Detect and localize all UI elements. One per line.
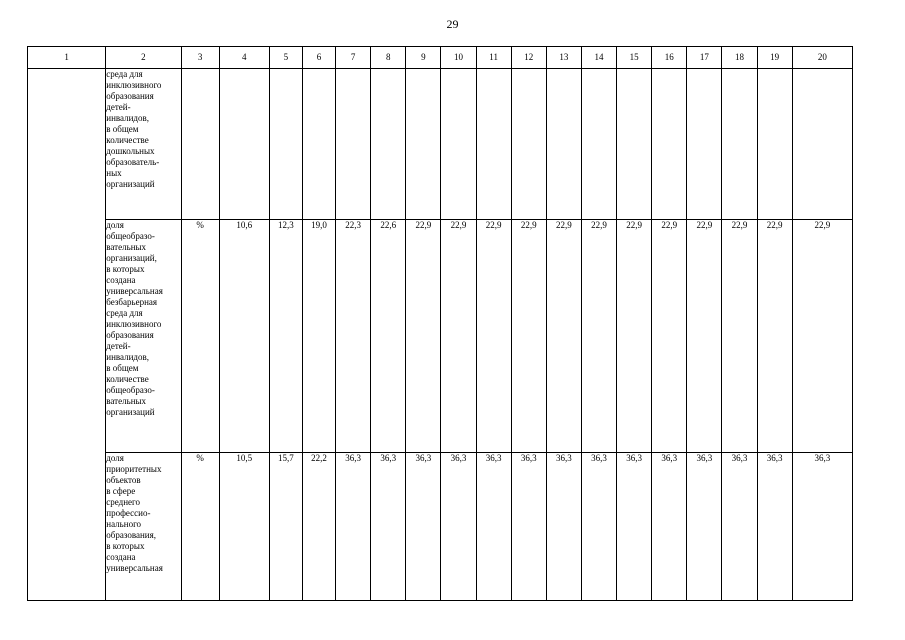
value-cell: 10,6: [219, 220, 269, 453]
indicator-name-line: среда для: [106, 308, 143, 318]
value-cell: 22,9: [652, 220, 687, 453]
indicator-name-line: инвалидов,: [106, 352, 150, 362]
column-header: 16: [652, 47, 687, 69]
indicator-name-line: в общем: [106, 124, 139, 134]
merged-number-cell: [28, 69, 106, 601]
column-header: 20: [792, 47, 852, 69]
indicator-name-line: детей-: [106, 102, 131, 112]
value-cell: 22,3: [336, 220, 371, 453]
table-row: [28, 69, 853, 220]
value-cell: 36,3: [792, 453, 852, 601]
value-cell: [269, 69, 302, 220]
value-cell: 22,9: [617, 220, 652, 453]
indicator-name-cell: [106, 453, 181, 601]
indicator-name-line: образования: [106, 330, 154, 340]
value-cell: 22,9: [546, 220, 581, 453]
indicator-name-line: среднего: [106, 497, 141, 507]
indicator-name-line: профессио-: [106, 508, 151, 518]
indicator-name-line: приоритетных: [106, 464, 162, 474]
header-row: [28, 47, 853, 69]
value-cell: 12,3: [269, 220, 302, 453]
value-cell: 15,7: [269, 453, 302, 601]
value-cell: 36,3: [652, 453, 687, 601]
indicator-table: [27, 46, 853, 601]
indicator-name-line: общеобразо-: [106, 231, 155, 241]
value-cell: [792, 69, 852, 220]
value-cell: 36,3: [511, 453, 546, 601]
column-header: 11: [476, 47, 511, 69]
indicator-name-line: в которых: [106, 264, 145, 274]
indicator-name-line: организаций,: [106, 253, 157, 263]
column-header: 7: [336, 47, 371, 69]
indicator-name-line: доля: [106, 453, 124, 463]
value-cell: [617, 69, 652, 220]
indicator-name-line: образователь-: [106, 157, 160, 167]
indicator-name-line: ных: [106, 168, 122, 178]
indicator-name-cell: [106, 69, 181, 220]
column-header: 13: [546, 47, 581, 69]
table-row: [28, 453, 853, 601]
value-cell: 36,3: [476, 453, 511, 601]
unit-cell: [181, 69, 219, 220]
value-cell: [757, 69, 792, 220]
indicator-name-line: общеобразо-: [106, 385, 155, 395]
value-cell: [476, 69, 511, 220]
value-cell: 22,9: [441, 220, 476, 453]
indicator-name-line: нального: [106, 519, 142, 529]
column-header: 12: [511, 47, 546, 69]
indicator-name-line: инклюзивного: [106, 319, 162, 329]
column-header: 5: [269, 47, 302, 69]
indicator-name-line: количестве: [106, 374, 149, 384]
value-cell: 36,3: [687, 453, 722, 601]
column-header: 4: [219, 47, 269, 69]
indicator-name-line: среда для: [106, 69, 143, 79]
indicator-name-line: создана: [106, 275, 136, 285]
value-cell: 36,3: [581, 453, 616, 601]
value-cell: [546, 69, 581, 220]
indicator-name-line: образования,: [106, 530, 157, 540]
value-cell: [511, 69, 546, 220]
indicator-name-line: безбарьерная: [106, 297, 158, 307]
value-cell: 22,9: [687, 220, 722, 453]
indicator-name-line: образования: [106, 91, 154, 101]
value-cell: [722, 69, 757, 220]
value-cell: 36,3: [371, 453, 406, 601]
column-header: 10: [441, 47, 476, 69]
value-cell: [371, 69, 406, 220]
value-cell: [687, 69, 722, 220]
value-cell: [336, 69, 371, 220]
column-header: 8: [371, 47, 406, 69]
unit-cell: %: [181, 453, 219, 601]
indicator-name-line: универсальная: [106, 563, 163, 573]
indicator-name-line: в сфере: [106, 486, 136, 496]
value-cell: 22,9: [757, 220, 792, 453]
column-header: 19: [757, 47, 792, 69]
indicator-name-line: детей-: [106, 341, 131, 351]
value-cell: [219, 69, 269, 220]
indicator-name-line: создана: [106, 552, 136, 562]
value-cell: 22,9: [406, 220, 441, 453]
value-cell: 22,9: [792, 220, 852, 453]
indicator-name-line: доля: [106, 220, 124, 230]
column-header: 17: [687, 47, 722, 69]
indicator-name-line: вательных: [106, 396, 147, 406]
value-cell: 10,5: [219, 453, 269, 601]
column-header: 9: [406, 47, 441, 69]
value-cell: [406, 69, 441, 220]
value-cell: [581, 69, 616, 220]
indicator-name-cell: [106, 220, 181, 453]
value-cell: 36,3: [617, 453, 652, 601]
page-number: 29: [446, 17, 459, 31]
value-cell: 22,9: [722, 220, 757, 453]
value-cell: 22,9: [581, 220, 616, 453]
column-header: 18: [722, 47, 757, 69]
value-cell: [441, 69, 476, 220]
value-cell: [302, 69, 335, 220]
column-header: 15: [617, 47, 652, 69]
value-cell: 19,0: [302, 220, 335, 453]
value-cell: 22,6: [371, 220, 406, 453]
value-cell: 36,3: [441, 453, 476, 601]
column-header: 14: [581, 47, 616, 69]
column-header: 6: [302, 47, 335, 69]
value-cell: 36,3: [722, 453, 757, 601]
column-header: 1: [28, 47, 106, 69]
indicator-name-line: организаций: [106, 407, 155, 417]
value-cell: 22,9: [511, 220, 546, 453]
value-cell: 36,3: [406, 453, 441, 601]
table-row: [28, 220, 853, 453]
column-header: 2: [106, 47, 181, 69]
indicator-name-line: универсальная: [106, 286, 163, 296]
indicator-name-line: инвалидов,: [106, 113, 150, 123]
indicator-name-line: в общем: [106, 363, 139, 373]
value-cell: 22,9: [476, 220, 511, 453]
indicator-name-line: количестве: [106, 135, 149, 145]
value-cell: 22,2: [302, 453, 335, 601]
value-cell: 36,3: [336, 453, 371, 601]
indicator-name-line: инклюзивного: [106, 80, 162, 90]
unit-cell: %: [181, 220, 219, 453]
indicator-name-line: вательных: [106, 242, 147, 252]
value-cell: [652, 69, 687, 220]
indicator-name-line: объектов: [106, 475, 141, 485]
indicator-name-line: организаций: [106, 179, 155, 189]
value-cell: 36,3: [546, 453, 581, 601]
value-cell: 36,3: [757, 453, 792, 601]
column-header: 3: [181, 47, 219, 69]
indicator-name-line: в которых: [106, 541, 145, 551]
indicator-name-line: дошкольных: [106, 146, 155, 156]
